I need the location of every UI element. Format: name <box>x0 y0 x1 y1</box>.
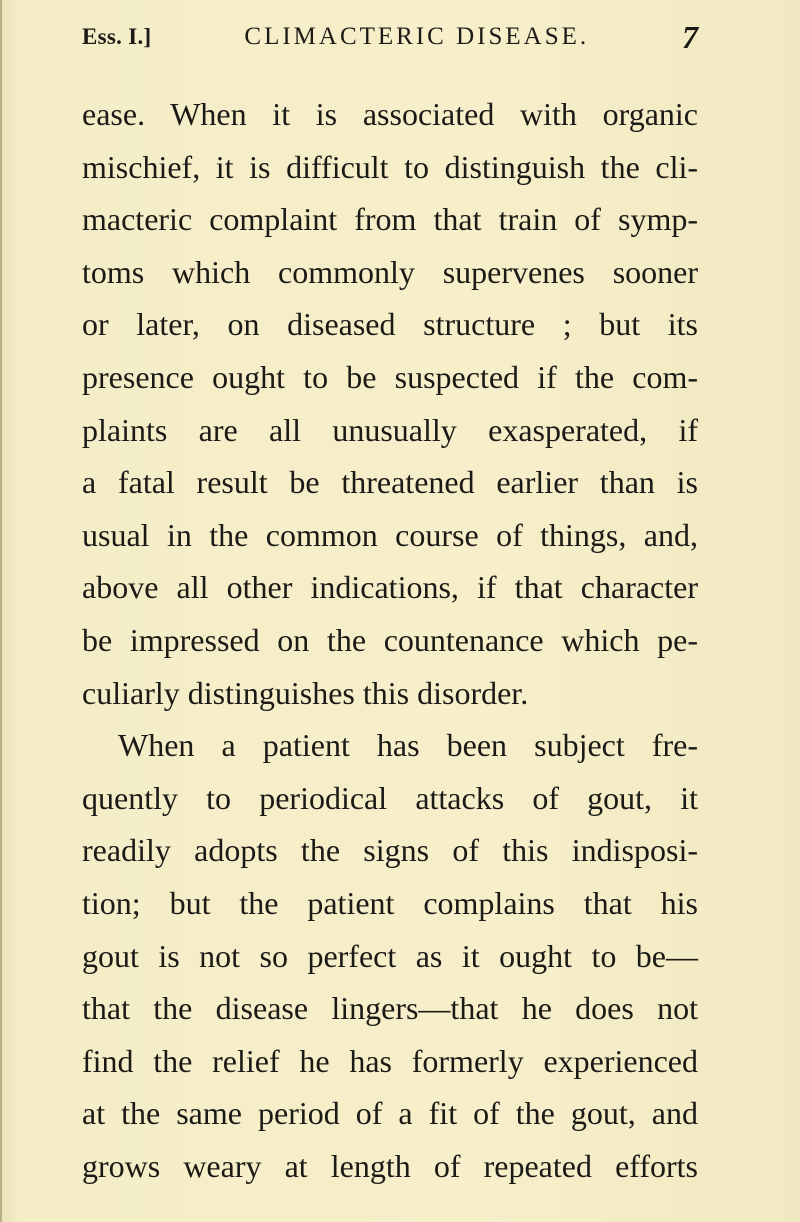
text-line: readily adopts the signs of this indisposi- <box>82 832 698 869</box>
running-head-title: CLIMACTERIC DISEASE. <box>244 23 590 50</box>
running-head-section: Ess. I.] <box>82 24 152 49</box>
text-line: tion; but the patient complains that his <box>82 884 698 921</box>
text-line: that the disease lingers—that he does not <box>82 990 698 1027</box>
text-line: mischief, it is difficult to distinguish the cli- <box>82 148 698 185</box>
text-line: usual in the common course of things, and, <box>82 516 698 553</box>
text-line: be impressed on the countenance which pe- <box>82 621 698 658</box>
text-line: culiarly distinguishes this disorder. <box>82 674 529 711</box>
page-gutter-edge <box>0 0 2 1222</box>
text-line: macteric complaint from that train of symp- <box>82 201 698 238</box>
text-line: find the relief he has formerly experienced <box>82 1042 698 1079</box>
running-head <box>82 20 698 54</box>
text-line: toms which commonly supervenes sooner <box>82 253 698 290</box>
page-number: 7 <box>682 18 698 55</box>
text-line: plaints are all unusually exasperated, if <box>82 411 698 448</box>
text-line: or later, on diseased structure ; but its <box>82 306 698 343</box>
text-line: ease. When it is associated with organic <box>82 96 698 132</box>
text-line: a fatal result be threatened earlier than is <box>82 464 698 501</box>
text-line: above all other indications, if that character <box>82 569 698 606</box>
text-line: When a patient has been subject fre- <box>118 727 698 764</box>
text-line: grows weary at length of repeated efforts <box>82 1147 698 1184</box>
text-line: presence ought to be suspected if the com- <box>82 358 698 395</box>
text-line: gout is not so perfect as it ought to be— <box>82 937 698 974</box>
body-text <box>82 88 698 1192</box>
text-line: quently to periodical attacks of gout, it <box>82 779 698 816</box>
text-line: at the same period of a fit of the gout, and <box>82 1095 698 1132</box>
